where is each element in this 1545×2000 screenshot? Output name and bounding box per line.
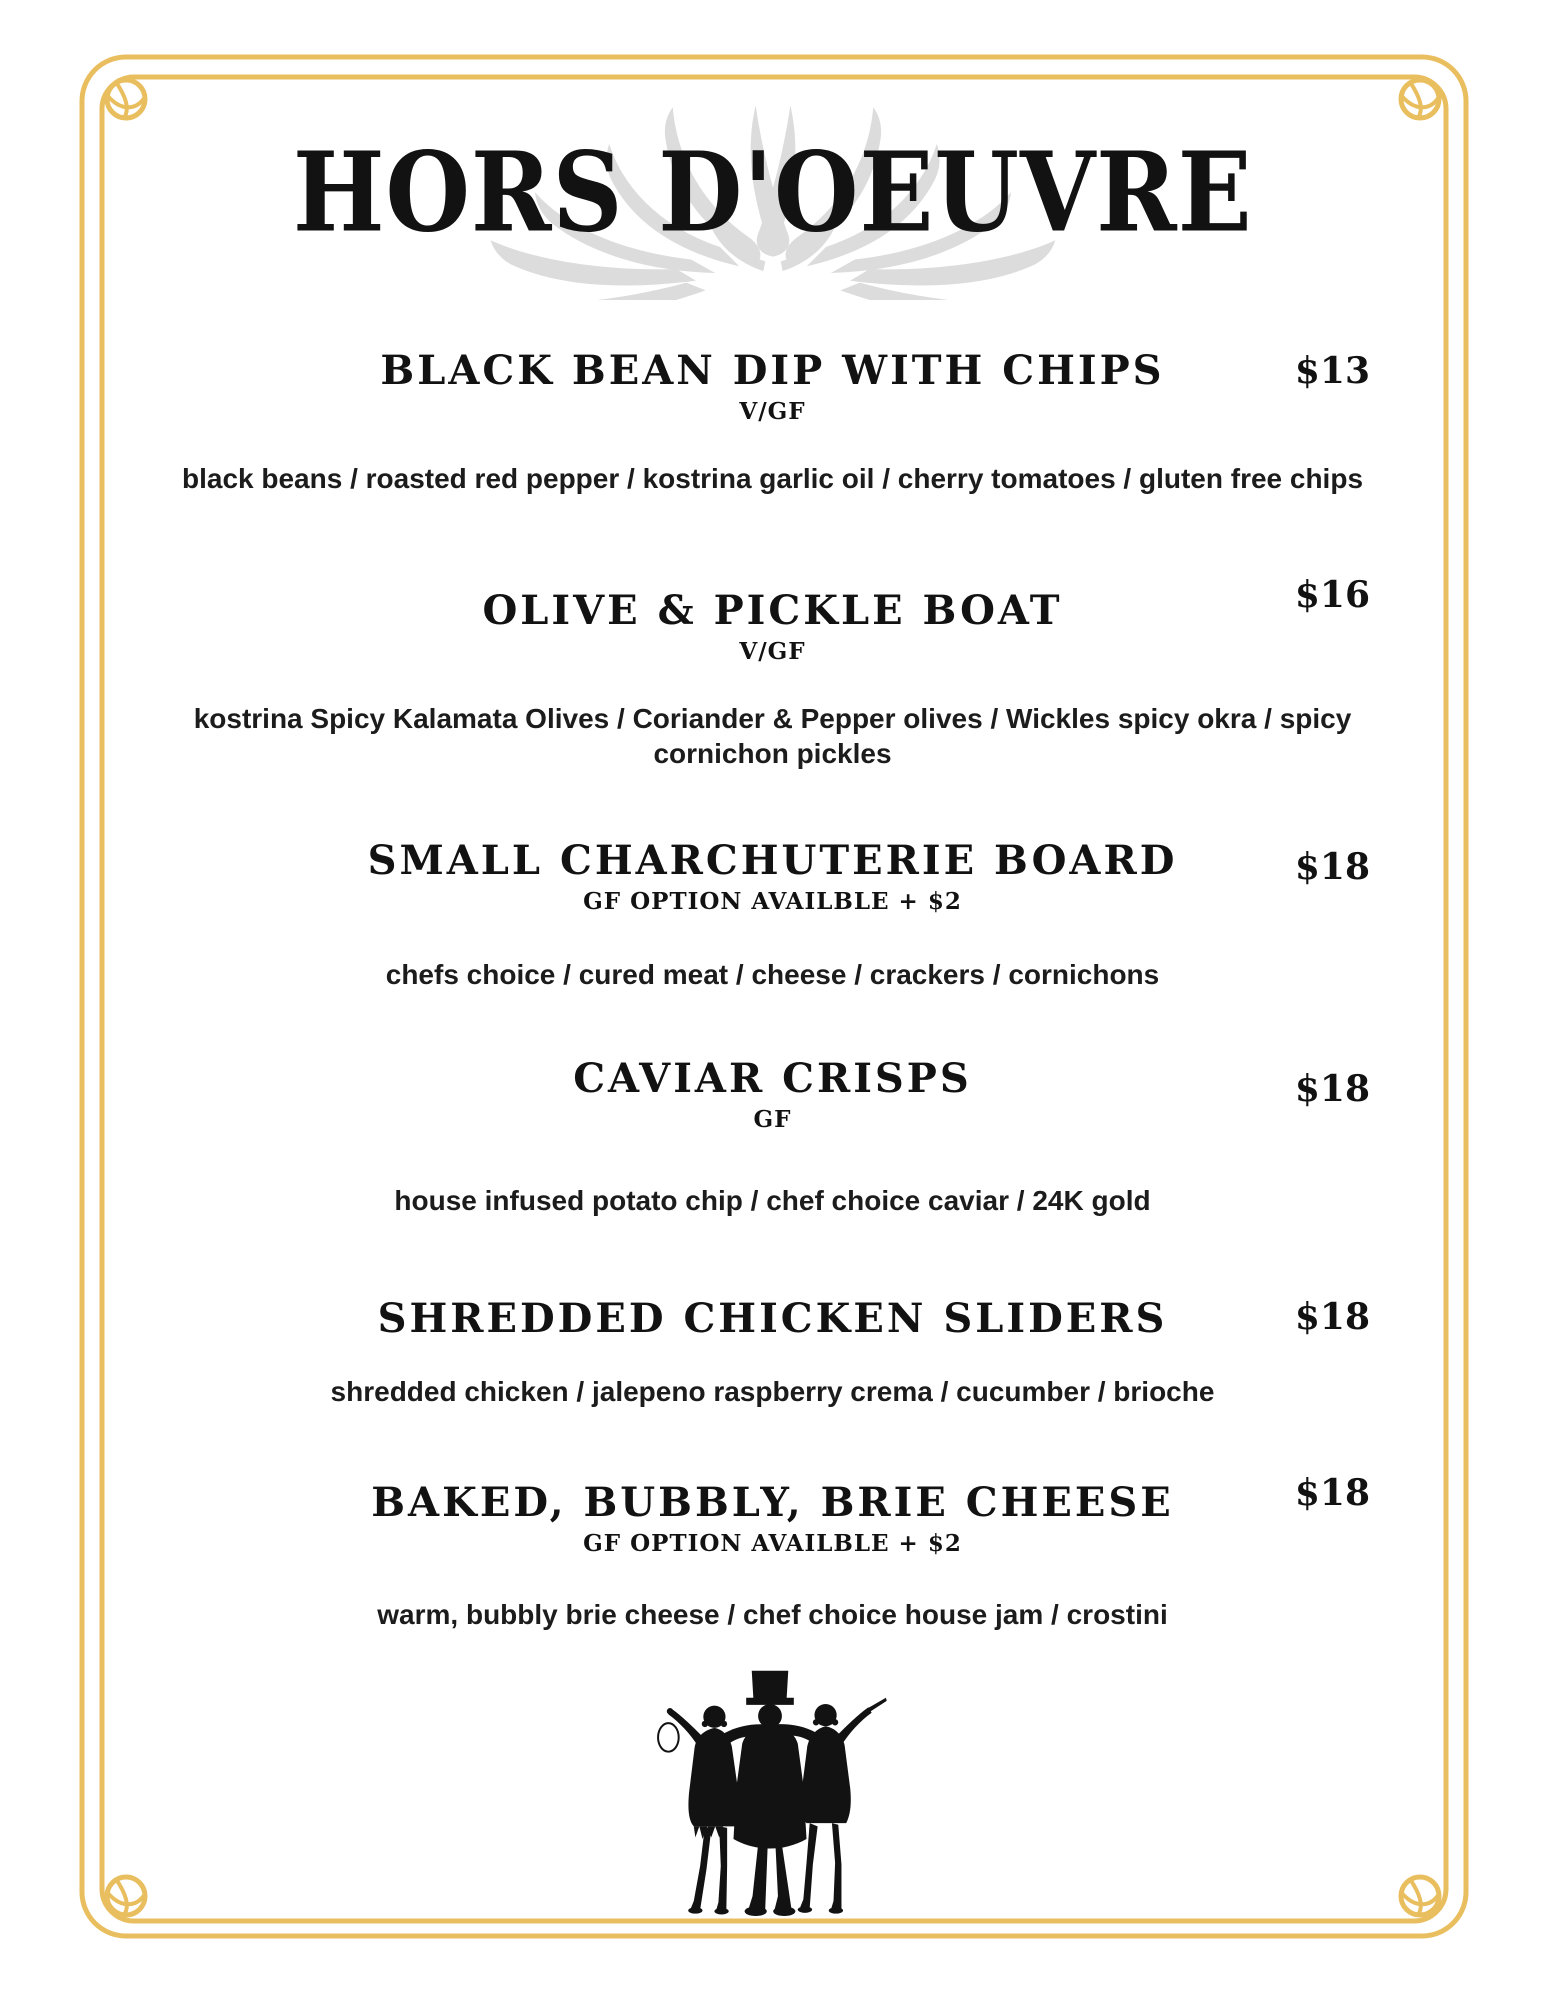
item-name: OLIVE & PICKLE BOAT — [482, 587, 1063, 634]
item-dietary-tag: V/GF — [739, 398, 806, 425]
menu-item — [105, 348, 1440, 496]
item-name: BAKED, BUBBLY, BRIE CHEESE — [371, 1479, 1174, 1526]
item-price: $18 — [1294, 1296, 1370, 1338]
item-price: $18 — [1294, 1068, 1370, 1110]
item-description: black beans / roasted red pepper / kostrina garlic oil / cherry tomatoes / gluten free chips — [181, 463, 1364, 494]
item-description: kostrina Spicy Kalamata Olives / Coriander & Pepper olives / Wickles spicy okra / spicy cornichon pickles — [193, 703, 1352, 769]
menu-item — [105, 574, 1440, 771]
menu-item — [105, 1472, 1440, 1632]
menu-item — [105, 838, 1440, 992]
item-price: $13 — [1294, 350, 1370, 392]
item-dietary-tag: V/GF — [739, 638, 806, 665]
item-description: chefs choice / cured meat / cheese / crackers / cornichons — [385, 959, 1160, 990]
menu-header — [0, 88, 1545, 318]
item-name: CAVIAR CRISPS — [573, 1055, 972, 1102]
menu-item — [105, 1056, 1440, 1218]
item-dietary-tag: GF OPTION AVAILBLE + $2 — [583, 1530, 962, 1557]
item-dietary-tag: GF OPTION AVAILBLE + $2 — [583, 888, 962, 915]
item-description: shredded chicken / jalepeno raspberry crema / cucumber / brioche — [330, 1376, 1215, 1407]
item-description: warm, bubbly brie cheese / chef choice house jam / crostini — [377, 1599, 1168, 1630]
item-price: $16 — [1294, 574, 1370, 616]
item-description: house infused potato chip / chef choice caviar / 24K gold — [394, 1185, 1151, 1216]
item-price: $18 — [1294, 846, 1370, 888]
item-name: SHREDDED CHICKEN SLIDERS — [377, 1295, 1168, 1342]
page-title: HORS D'OEUVRE — [292, 127, 1253, 257]
item-price: $18 — [1294, 1472, 1370, 1514]
corner-knot-icon — [107, 1877, 145, 1915]
item-name: BLACK BEAN DIP WITH CHIPS — [380, 347, 1165, 394]
corner-knot-icon — [1401, 1877, 1439, 1915]
item-name: SMALL CHARCHUTERIE BOARD — [367, 837, 1178, 884]
gatsby-trio-silhouette-icon — [650, 1658, 890, 1920]
menu-item — [105, 1296, 1440, 1409]
item-dietary-tag: GF — [753, 1106, 792, 1133]
